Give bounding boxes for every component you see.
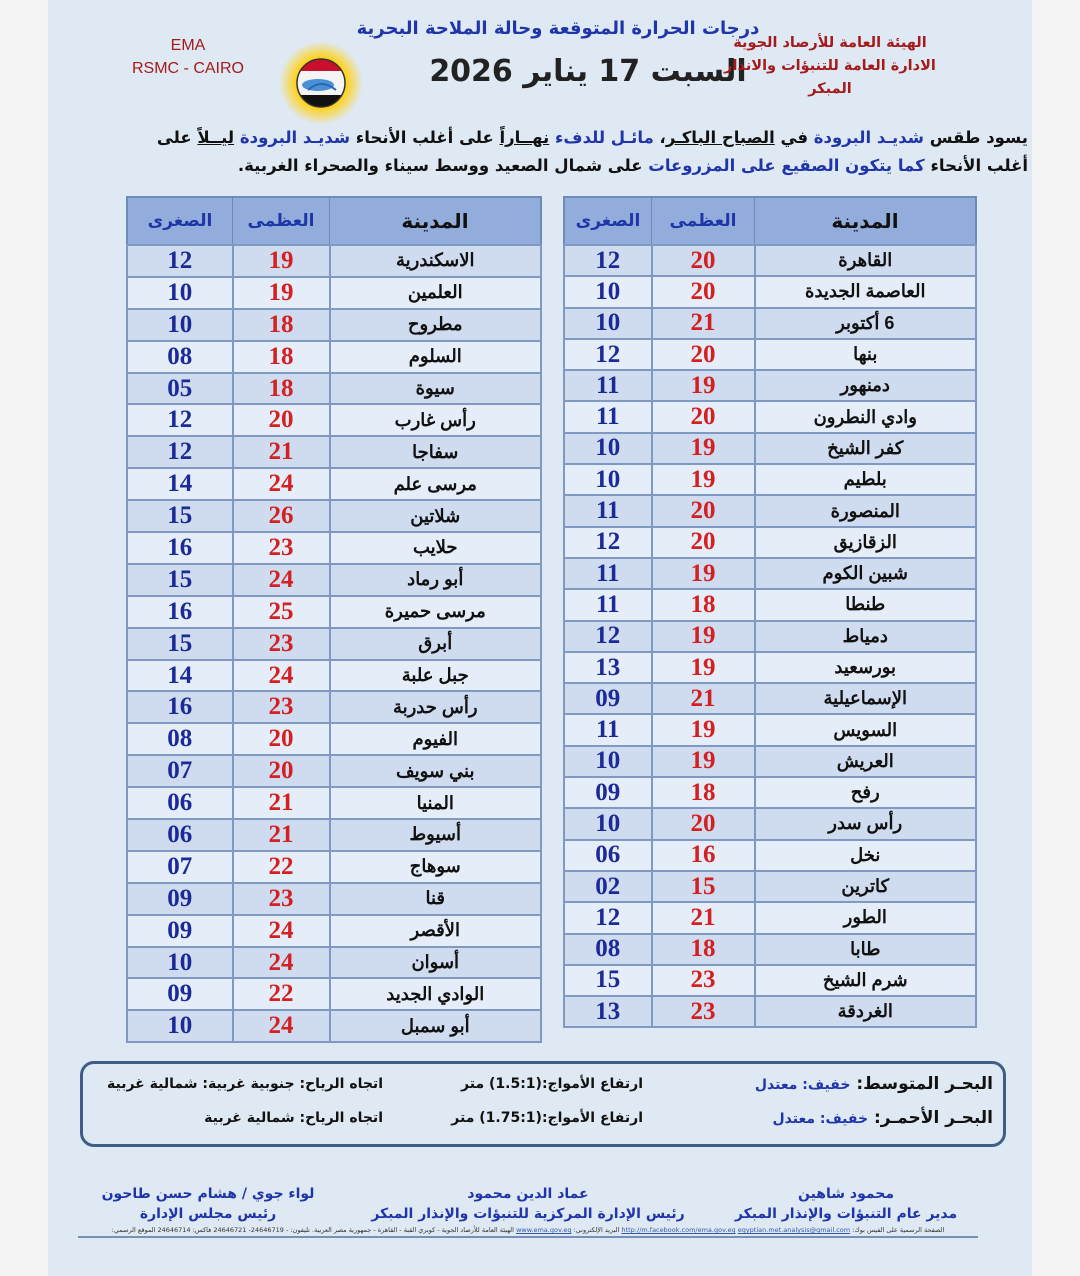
- max-temp-cell: 20: [233, 723, 330, 755]
- table-row: [564, 621, 976, 652]
- city-cell: أبرق: [330, 628, 542, 660]
- table-row: [127, 564, 541, 596]
- weather-summary: [148, 124, 1028, 180]
- max-temp-cell: 19: [652, 746, 755, 777]
- min-temp-cell: 12: [127, 436, 233, 468]
- min-temp-cell: 11: [564, 495, 652, 526]
- summary-highlight: كما يتكون الصقيع على المزروعات: [648, 156, 925, 175]
- table-row: [564, 370, 976, 401]
- min-temp-cell: 09: [127, 915, 233, 947]
- sea-name: البحـر المتوسط:: [850, 1074, 993, 1094]
- city-cell: مرسى حميرة: [330, 596, 542, 628]
- city-cell: بني سويف: [330, 755, 542, 787]
- min-temp-cell: 12: [564, 527, 652, 558]
- max-temp-cell: 19: [652, 621, 755, 652]
- min-temp-cell: 09: [127, 978, 233, 1010]
- city-cell: الطور: [755, 902, 977, 933]
- min-temp-cell: 10: [564, 308, 652, 339]
- min-temp-cell: 12: [564, 245, 652, 276]
- min-temp-cell: 16: [127, 532, 233, 564]
- email-link[interactable]: egyptian.met.analysis@gmail.com: [737, 1226, 851, 1234]
- city-cell: مطروح: [330, 309, 542, 341]
- max-temp-cell: 18: [652, 777, 755, 808]
- table-row: [127, 341, 541, 373]
- org-line-1: الهيئة العامة للأرصاد الجوية: [733, 35, 927, 51]
- table-row: [127, 436, 541, 468]
- city-cell: رأس حدربة: [330, 691, 542, 723]
- city-cell: بلطيم: [755, 464, 977, 495]
- max-temp-cell: 24: [233, 1010, 330, 1042]
- signature-board-chairman: [88, 1184, 328, 1224]
- max-temp-cell: 20: [652, 245, 755, 276]
- table-row: [564, 871, 976, 902]
- max-temp-cell: 23: [233, 628, 330, 660]
- red-sea-row: [93, 1108, 993, 1138]
- table-row: [564, 401, 976, 432]
- table-row: [127, 532, 541, 564]
- summary-underline: ليــلاً: [197, 128, 235, 147]
- city-cell: بنها: [755, 339, 977, 370]
- max-temp-cell: 19: [652, 464, 755, 495]
- max-temp-cell: 26: [233, 500, 330, 532]
- max-temp-cell: 20: [233, 404, 330, 436]
- table-row: [127, 819, 541, 851]
- city-cell: القاهرة: [755, 245, 977, 276]
- sea-label: [755, 1074, 993, 1094]
- table-row: [564, 589, 976, 620]
- min-temp-cell: 10: [127, 309, 233, 341]
- max-temp-cell: 24: [233, 915, 330, 947]
- table-row: [127, 978, 541, 1010]
- table-row: [127, 691, 541, 723]
- table-row: [564, 777, 976, 808]
- max-temp-cell: 25: [233, 596, 330, 628]
- city-cell: نخل: [755, 840, 977, 871]
- min-temp-cell: 15: [127, 564, 233, 596]
- city-cell: الأقصر: [330, 915, 542, 947]
- max-temp-cell: 18: [233, 373, 330, 405]
- signatory-title: مدير عام التنبؤات والإنذار المبكر: [734, 1206, 958, 1222]
- summary-highlight: شديـد البرودة: [239, 128, 351, 147]
- min-temp-cell: 16: [127, 691, 233, 723]
- city-cell: العلمين: [330, 277, 542, 309]
- city-cell: الزقازيق: [755, 527, 977, 558]
- signatory-title: رئيس الإدارة المركزية للتنبؤات والإنذار المبكر: [371, 1206, 685, 1222]
- table-row: [127, 500, 541, 532]
- city-cell: المنيا: [330, 787, 542, 819]
- table-row: [564, 965, 976, 996]
- table-row: [127, 309, 541, 341]
- min-temp-cell: 10: [127, 947, 233, 979]
- table-row: [127, 947, 541, 979]
- min-temp-cell: 06: [127, 819, 233, 851]
- min-temp-cell: 11: [564, 401, 652, 432]
- max-temp-cell: 23: [652, 996, 755, 1027]
- city-cell: أسوان: [330, 947, 542, 979]
- agency-center: RSMC - CAIRO: [132, 60, 244, 77]
- table-row: [127, 755, 541, 787]
- city-cell: حلايب: [330, 532, 542, 564]
- summary-underline: الصباح الباكـر: [665, 128, 775, 147]
- min-temp-cell: 08: [564, 934, 652, 965]
- max-temp-cell: 24: [233, 947, 330, 979]
- summary-underline: نهــاراً: [499, 128, 550, 147]
- min-temp-cell: 10: [564, 746, 652, 777]
- summary-highlight: مائـل للدفء: [555, 128, 654, 147]
- bulletin-subtitle: درجات الحرارة المتوقعة وحالة الملاحة البحرية: [356, 18, 760, 39]
- min-temp-cell: 11: [564, 558, 652, 589]
- table-row: [564, 683, 976, 714]
- min-temp-cell: 10: [564, 808, 652, 839]
- city-cell: الاسكندرية: [330, 245, 542, 277]
- table-row: [127, 277, 541, 309]
- min-temp-cell: 15: [127, 500, 233, 532]
- city-cell: الإسماعيلية: [755, 683, 977, 714]
- bulletin-page: [48, 0, 1032, 1276]
- table-row: [564, 934, 976, 965]
- min-temp-cell: 06: [564, 840, 652, 871]
- summary-part: على أغلب الأنحاء: [350, 128, 500, 147]
- city-cell: طابا: [755, 934, 977, 965]
- table-row: [127, 660, 541, 692]
- max-temp-cell: 18: [652, 589, 755, 620]
- min-temp-cell: 07: [127, 755, 233, 787]
- min-temp-cell: 10: [564, 464, 652, 495]
- table-row: [564, 996, 976, 1027]
- min-temp-cell: 09: [127, 883, 233, 915]
- table-row: [564, 652, 976, 683]
- table-row: [127, 1010, 541, 1042]
- table-row: [127, 851, 541, 883]
- city-cell: شلاتين: [330, 500, 542, 532]
- min-temp-cell: 11: [564, 370, 652, 401]
- max-temp-cell: 23: [233, 532, 330, 564]
- max-temp-cell: 23: [652, 965, 755, 996]
- city-cell: رفح: [755, 777, 977, 808]
- city-cell: شبين الكوم: [755, 558, 977, 589]
- marine-conditions-box: [80, 1061, 1006, 1147]
- city-cell: بورسعيد: [755, 652, 977, 683]
- summary-part: على أغلب الأنحاء: [156, 128, 1028, 175]
- max-temp-cell: 19: [233, 277, 330, 309]
- table-row: [127, 628, 541, 660]
- city-cell: الغردقة: [755, 996, 977, 1027]
- min-temp-cell: 12: [127, 404, 233, 436]
- wave-height: ارتفاع الأمواج:(1.75:1) متر: [451, 1110, 643, 1126]
- max-temp-cell: 23: [233, 883, 330, 915]
- sea-state: خفيف: معتدل: [772, 1111, 869, 1127]
- max-temp-cell: 24: [233, 564, 330, 596]
- max-temp-cell: 20: [652, 276, 755, 307]
- mediterranean-sea-row: [93, 1074, 993, 1104]
- org-line-2: الادارة العامة للتنبؤات والانذار المبكر: [724, 58, 936, 97]
- city-cell: شرم الشيخ: [755, 965, 977, 996]
- min-temp-cell: 12: [127, 245, 233, 277]
- city-cell: سوهاج: [330, 851, 542, 883]
- max-temp-cell: 20: [652, 495, 755, 526]
- max-temp-cell: 20: [652, 527, 755, 558]
- signatory-name: عماد الدين محمود: [467, 1186, 589, 1202]
- max-temp-cell: 21: [233, 436, 330, 468]
- wave-height: ارتفاع الأمواج:(1.5:1) متر: [461, 1076, 643, 1092]
- wind-direction: اتجاه الرياح: جنوبية غربية: شمالية غربية: [107, 1076, 383, 1092]
- min-temp-cell: 06: [127, 787, 233, 819]
- footer-divider: [78, 1236, 978, 1238]
- city-column-header: المدينة: [330, 197, 542, 245]
- max-temp-cell: 18: [233, 309, 330, 341]
- table-row: [564, 902, 976, 933]
- signatory-title: رئيس مجلس الإدارة: [139, 1206, 277, 1222]
- summary-part: ،: [653, 128, 666, 147]
- signature-central-admin-head: [358, 1184, 698, 1224]
- min-temp-cell: 13: [564, 996, 652, 1027]
- max-temp-cell: 20: [652, 808, 755, 839]
- max-temp-cell: 21: [652, 308, 755, 339]
- max-temp-cell: 21: [652, 683, 755, 714]
- min-temp-cell: 09: [564, 777, 652, 808]
- min-temp-cell: 08: [127, 723, 233, 755]
- city-cell: السلوم: [330, 341, 542, 373]
- max-temp-cell: 24: [233, 660, 330, 692]
- temperature-table-right: [563, 196, 977, 1028]
- min-temp-cell: 05: [127, 373, 233, 405]
- city-cell: وادي النطرون: [755, 401, 977, 432]
- facebook-link[interactable]: http://m.facebook.com/ema.gov.eg: [621, 1226, 736, 1234]
- min-temp-cell: 08: [127, 341, 233, 373]
- contact-footer: [78, 1224, 978, 1236]
- max-temp-cell: 20: [652, 339, 755, 370]
- city-cell: العريش: [755, 746, 977, 777]
- table-row: [564, 714, 976, 745]
- max-temp-cell: 21: [233, 787, 330, 819]
- min-temp-cell: 07: [127, 851, 233, 883]
- max-temp-cell: 15: [652, 871, 755, 902]
- max-column-header: العظمى: [233, 197, 330, 245]
- table-row: [564, 433, 976, 464]
- table-header-row: [564, 197, 976, 245]
- city-cell: دمياط: [755, 621, 977, 652]
- max-temp-cell: 23: [233, 691, 330, 723]
- min-temp-cell: 14: [127, 660, 233, 692]
- table-row: [127, 915, 541, 947]
- city-cell: كفر الشيخ: [755, 433, 977, 464]
- city-cell: المنصورة: [755, 495, 977, 526]
- min-temp-cell: 15: [564, 965, 652, 996]
- max-temp-cell: 24: [233, 468, 330, 500]
- table-row: [564, 245, 976, 276]
- city-cell: رأس غارب: [330, 404, 542, 436]
- table-row: [127, 723, 541, 755]
- max-temp-cell: 19: [652, 558, 755, 589]
- min-temp-cell: 10: [127, 277, 233, 309]
- table-row: [127, 468, 541, 500]
- city-cell: أبو رماد: [330, 564, 542, 596]
- table-row: [127, 596, 541, 628]
- max-temp-cell: 19: [652, 433, 755, 464]
- city-cell: أبو سمبل: [330, 1010, 542, 1042]
- max-temp-cell: 20: [233, 755, 330, 787]
- min-temp-cell: 02: [564, 871, 652, 902]
- table-row: [564, 558, 976, 589]
- table-row: [564, 808, 976, 839]
- max-temp-cell: 19: [652, 370, 755, 401]
- max-temp-cell: 16: [652, 840, 755, 871]
- max-temp-cell: 21: [652, 902, 755, 933]
- max-temp-cell: 18: [652, 934, 755, 965]
- city-column-header: المدينة: [755, 197, 977, 245]
- city-cell: سفاجا: [330, 436, 542, 468]
- city-cell: دمنهور: [755, 370, 977, 401]
- table-row: [127, 404, 541, 436]
- min-temp-cell: 09: [564, 683, 652, 714]
- table-row: [564, 746, 976, 777]
- city-cell: طنطا: [755, 589, 977, 620]
- ema-logo-icon: [278, 40, 364, 126]
- table-row: [564, 464, 976, 495]
- max-temp-cell: 22: [233, 978, 330, 1010]
- min-temp-cell: 10: [127, 1010, 233, 1042]
- max-column-header: العظمى: [652, 197, 755, 245]
- sea-label: [773, 1108, 994, 1128]
- max-temp-cell: 21: [233, 819, 330, 851]
- city-cell: أسيوط: [330, 819, 542, 851]
- table-row: [564, 339, 976, 370]
- table-row: [127, 245, 541, 277]
- min-column-header: الصغرى: [127, 197, 233, 245]
- table-row: [127, 787, 541, 819]
- website-link[interactable]: www.ema.gov.eg: [516, 1226, 572, 1234]
- min-temp-cell: 10: [564, 433, 652, 464]
- summary-part: في: [774, 128, 814, 147]
- min-column-header: الصغرى: [564, 197, 652, 245]
- min-temp-cell: 12: [564, 902, 652, 933]
- summary-highlight: شديـد البرودة: [813, 128, 924, 147]
- max-temp-cell: 18: [233, 341, 330, 373]
- signatory-name: محمود شاهين: [797, 1186, 895, 1202]
- facebook-label: الصفحة الرسمية على الفيس بوك:: [852, 1226, 945, 1234]
- min-temp-cell: 12: [564, 339, 652, 370]
- signature-forecast-director: [716, 1184, 976, 1224]
- min-temp-cell: 11: [564, 589, 652, 620]
- city-cell: مرسى علم: [330, 468, 542, 500]
- table-row: [127, 373, 541, 405]
- city-cell: كاترين: [755, 871, 977, 902]
- signatory-name: لواء جوي / هشام حسن طاحون: [101, 1186, 315, 1202]
- table-row: [127, 883, 541, 915]
- organization-name: [700, 32, 960, 101]
- city-cell: السويس: [755, 714, 977, 745]
- wind-direction: اتجاه الرياح: شمالية غربية: [204, 1110, 383, 1126]
- table-row: [564, 495, 976, 526]
- city-cell: العاصمة الجديدة: [755, 276, 977, 307]
- table-row: [564, 527, 976, 558]
- city-cell: الوادي الجديد: [330, 978, 542, 1010]
- city-cell: رأس سدر: [755, 808, 977, 839]
- min-temp-cell: 10: [564, 276, 652, 307]
- min-temp-cell: 12: [564, 621, 652, 652]
- min-temp-cell: 13: [564, 652, 652, 683]
- min-temp-cell: 14: [127, 468, 233, 500]
- agency-short: EMA: [170, 37, 206, 54]
- table-row: [564, 308, 976, 339]
- table-row: [564, 840, 976, 871]
- table-header-row: [127, 197, 541, 245]
- table-row: [564, 276, 976, 307]
- max-temp-cell: 22: [233, 851, 330, 883]
- city-cell: جبل علبة: [330, 660, 542, 692]
- city-cell: قنا: [330, 883, 542, 915]
- city-cell: الفيوم: [330, 723, 542, 755]
- sea-state: خفيف: معتدل: [754, 1077, 851, 1093]
- min-temp-cell: 15: [127, 628, 233, 660]
- max-temp-cell: 19: [652, 714, 755, 745]
- sea-name: البحـر الأحمـر:: [868, 1108, 993, 1128]
- bulletin-date: السبت 17 يناير 2026: [429, 54, 747, 89]
- min-temp-cell: 16: [127, 596, 233, 628]
- city-cell: 6 أكتوبر: [755, 308, 977, 339]
- address-text: الهيئة العامة للأرصاد الجوية - كوبري القبة - القاهرة - جمهورية مصر العربية. تليفون: - 24646719- 24646721 فاكس: 24646714 الموقع الرسمي:: [111, 1226, 514, 1234]
- email-label: البريد الإلكتروني:: [573, 1226, 620, 1234]
- max-temp-cell: 19: [233, 245, 330, 277]
- max-temp-cell: 19: [652, 652, 755, 683]
- max-temp-cell: 20: [652, 401, 755, 432]
- city-cell: سيوة: [330, 373, 542, 405]
- summary-part: يسود طقس: [923, 128, 1028, 147]
- temperature-table-left: [126, 196, 542, 1043]
- agency-code: [118, 34, 258, 80]
- summary-part: على شمال الصعيد ووسط سيناء والصحراء الغربية.: [237, 156, 649, 175]
- min-temp-cell: 11: [564, 714, 652, 745]
